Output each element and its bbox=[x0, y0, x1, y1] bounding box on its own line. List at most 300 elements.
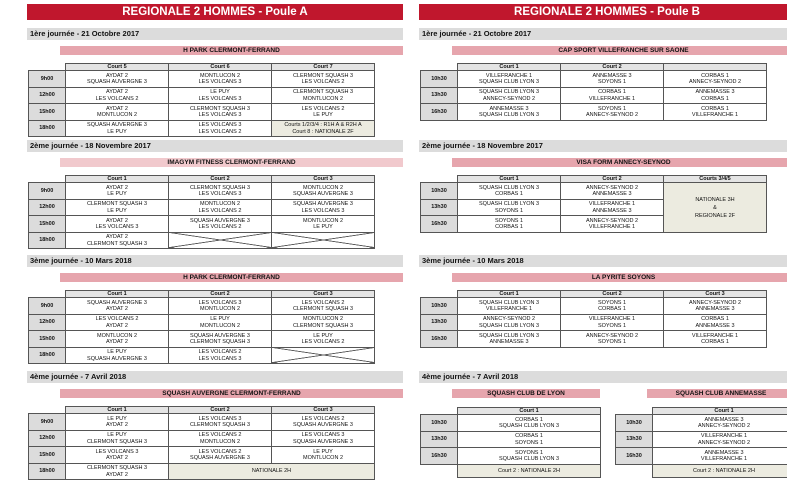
side-note bbox=[664, 183, 767, 233]
match-line: SQUASH CLUB LYON 3 bbox=[478, 299, 540, 306]
match-line: AYDAT 2 bbox=[105, 306, 128, 313]
schedule-table bbox=[28, 406, 375, 480]
corner-blank bbox=[29, 407, 66, 414]
match-cell bbox=[458, 183, 561, 200]
match-line: & bbox=[713, 204, 717, 211]
time-slot: 15h00 bbox=[29, 447, 66, 464]
match-line: LE PUY bbox=[107, 128, 127, 135]
match-line: AYDAT 2 bbox=[105, 217, 128, 224]
match-line: SOYONS 1 bbox=[597, 299, 627, 306]
corner-blank bbox=[421, 408, 458, 415]
match-cell bbox=[66, 199, 169, 216]
time-slot: 10h30 bbox=[421, 298, 458, 315]
match-line: LE PUY bbox=[210, 89, 230, 96]
match-line: ANNECY-SEYNOD 2 bbox=[688, 79, 742, 86]
match-line: LES VOLCANS 2 bbox=[301, 415, 345, 422]
match-line: VILLEFRANCHE 1 bbox=[588, 316, 636, 323]
match-line: LES VOLCANS 3 bbox=[198, 122, 242, 129]
match-day bbox=[419, 28, 787, 140]
match-line: LES VOLCANS 2 bbox=[301, 339, 345, 346]
match-cell bbox=[458, 314, 561, 331]
match-cell bbox=[66, 232, 169, 249]
table-row bbox=[29, 347, 375, 364]
match-cell bbox=[66, 183, 169, 200]
match-line: LES VOLCANS 2 bbox=[301, 79, 345, 86]
match-cell bbox=[66, 216, 169, 233]
match-line: CORBAS 1 bbox=[598, 306, 626, 313]
schedule-table bbox=[28, 175, 375, 249]
time-slot: 9h00 bbox=[29, 414, 66, 431]
match-line: CLERMONT SQUASH 3 bbox=[86, 201, 148, 208]
time-slot: 18h00 bbox=[29, 347, 66, 364]
match-line: LES VOLCANS 2 bbox=[198, 128, 242, 135]
match-line: LES VOLCANS 3 bbox=[95, 224, 139, 231]
venue-right-table bbox=[615, 407, 787, 478]
match-cell bbox=[272, 331, 375, 348]
match-line: ANNECY-SEYNOD 2 bbox=[585, 112, 639, 119]
match-line: SOYONS 1 bbox=[597, 105, 627, 112]
match-line: NATIONALE 3H bbox=[695, 196, 735, 203]
time-slot: 15h00 bbox=[29, 216, 66, 233]
table-row bbox=[29, 314, 375, 331]
table-row bbox=[421, 87, 767, 104]
schedule-table bbox=[28, 63, 375, 137]
match-line: ANNEMASSE 3 bbox=[704, 449, 744, 456]
match-cell bbox=[272, 104, 375, 121]
match-cell bbox=[169, 314, 272, 331]
time-slot: 12h00 bbox=[29, 87, 66, 104]
time-slot: 12h00 bbox=[29, 199, 66, 216]
corner-blank bbox=[421, 64, 458, 71]
match-cell bbox=[169, 199, 272, 216]
match-cell bbox=[272, 447, 375, 464]
pool-a-title: REGIONALE 2 HOMMES - Poule A bbox=[27, 4, 403, 20]
match-cell bbox=[458, 216, 561, 233]
match-line: NATIONALE 2H bbox=[251, 468, 292, 475]
match-line: SQUASH CLUB LYON 3 bbox=[478, 79, 540, 86]
match-cell bbox=[169, 414, 272, 431]
match-cell bbox=[272, 87, 375, 104]
day-header: 4ème journée - 7 Avril 2018 bbox=[27, 371, 403, 383]
venue-banner: CAP SPORT VILLEFRANCHE SUR SAONE bbox=[452, 46, 787, 55]
schedule-table bbox=[420, 175, 767, 233]
match-line: MONTLUCON 2 bbox=[199, 201, 241, 208]
match-line: LE PUY bbox=[107, 432, 127, 439]
court-header: Courts 3/4/5 bbox=[664, 176, 767, 183]
match-cell bbox=[664, 331, 767, 348]
time-slot: 10h30 bbox=[616, 415, 653, 432]
match-line: MONTLUCON 2 bbox=[302, 184, 344, 191]
venue-banner: SQUASH AUVERGNE CLERMONT-FERRAND bbox=[60, 389, 403, 398]
court-header: Court 7 bbox=[272, 64, 375, 71]
note-cell: Court 2 : NATIONALE 2H bbox=[653, 464, 787, 477]
match-day bbox=[27, 255, 403, 371]
corner-blank bbox=[29, 64, 66, 71]
match-line: ANNECY-SEYNOD 2 bbox=[482, 316, 536, 323]
match-cell bbox=[561, 216, 664, 233]
match-line: CLERMONT SQUASH 3 bbox=[189, 105, 251, 112]
match-line: AYDAT 2 bbox=[105, 455, 128, 462]
table-row bbox=[29, 430, 375, 447]
match-line: LE PUY bbox=[313, 332, 333, 339]
court-header: Court 2 bbox=[561, 64, 664, 71]
match-line: LES VOLCANS 3 bbox=[301, 432, 345, 439]
match-line: SOYONS 1 bbox=[514, 439, 544, 446]
match-cell bbox=[66, 298, 169, 315]
match-cell bbox=[458, 87, 561, 104]
match-line: VILLEFRANCHE 1 bbox=[485, 306, 533, 313]
venue-left-table bbox=[420, 407, 601, 478]
match-line: SQUASH AUVERGNE 3 bbox=[190, 332, 250, 339]
match-line: SQUASH CLUB LYON 3 bbox=[478, 201, 540, 208]
time-slot: 9h00 bbox=[29, 71, 66, 88]
match-line: AYDAT 2 bbox=[105, 72, 128, 79]
match-line: CORBAS 1 bbox=[495, 224, 523, 231]
match-line: SQUASH CLUB LYON 3 bbox=[478, 89, 540, 96]
match-cell bbox=[66, 314, 169, 331]
match-line: MONTLUCON 2 bbox=[199, 306, 241, 313]
venue-banner: LA PYRITE SOYONS bbox=[452, 273, 787, 282]
match-cell bbox=[458, 431, 601, 448]
match-line: LES VOLCANS 3 bbox=[198, 355, 242, 362]
time-slot: 13h30 bbox=[616, 431, 653, 448]
match-line: ANNECY-SEYNOD 2 bbox=[585, 217, 639, 224]
court-header: Court 2 bbox=[561, 176, 664, 183]
match-cell bbox=[653, 431, 787, 448]
match-line: AYDAT 2 bbox=[105, 422, 128, 429]
match-cell bbox=[458, 199, 561, 216]
match-line: LES VOLCANS 2 bbox=[198, 224, 242, 231]
match-line: SQUASH AUVERGNE 3 bbox=[87, 122, 147, 129]
match-line: LES VOLCANS 3 bbox=[198, 79, 242, 86]
match-line: AYDAT 2 bbox=[105, 471, 128, 478]
table-row bbox=[421, 298, 767, 315]
match-cell bbox=[66, 447, 169, 464]
table-row bbox=[29, 447, 375, 464]
table-row bbox=[29, 87, 375, 104]
court-header: Court 1 bbox=[66, 176, 169, 183]
match-line: MONTLUCON 2 bbox=[199, 438, 241, 445]
match-cell bbox=[458, 415, 601, 432]
court-header: Court 2 bbox=[169, 176, 272, 183]
time-slot: 12h00 bbox=[29, 430, 66, 447]
match-day bbox=[419, 255, 787, 371]
match-line: ANNECY-SEYNOD 2 bbox=[697, 423, 751, 430]
match-line: SQUASH CLUB LYON 3 bbox=[478, 184, 540, 191]
table-row bbox=[616, 448, 787, 465]
court-header: Court 1 bbox=[66, 407, 169, 414]
match-line: CORBAS 1 bbox=[515, 416, 543, 423]
match-day bbox=[419, 140, 787, 255]
match-line: MONTLUCON 2 bbox=[302, 316, 344, 323]
court-header: Court 1 bbox=[458, 176, 561, 183]
corner-blank bbox=[29, 291, 66, 298]
venue-banner: H PARK CLERMONT-FERRAND bbox=[60, 273, 403, 282]
match-day bbox=[27, 371, 403, 486]
match-line: ANNEMASSE 3 bbox=[592, 207, 632, 214]
match-line: ANNECY-SEYNOD 2 bbox=[688, 299, 742, 306]
match-line: LES VOLCANS 3 bbox=[95, 448, 139, 455]
match-line: VILLEFRANCHE 1 bbox=[700, 433, 748, 440]
time-slot: 9h00 bbox=[29, 183, 66, 200]
match-line: MONTLUCON 2 bbox=[302, 95, 344, 102]
match-cell bbox=[458, 298, 561, 315]
match-line: ANNECY-SEYNOD 2 bbox=[482, 95, 536, 102]
match-cell bbox=[561, 87, 664, 104]
court-header: Court 1 bbox=[653, 408, 787, 415]
match-day bbox=[27, 140, 403, 255]
table-row bbox=[29, 232, 375, 249]
match-line: LE PUY bbox=[107, 415, 127, 422]
match-cell bbox=[561, 298, 664, 315]
match-cell bbox=[169, 298, 272, 315]
match-line: SQUASH CLUB LYON 3 bbox=[478, 332, 540, 339]
time-slot: 18h00 bbox=[29, 232, 66, 249]
match-line: LES VOLCANS 2 bbox=[198, 448, 242, 455]
table-row bbox=[421, 183, 767, 200]
match-cell bbox=[272, 414, 375, 431]
table-row bbox=[29, 216, 375, 233]
schedule-table bbox=[420, 63, 767, 121]
schedule-table bbox=[420, 290, 767, 348]
match-cell bbox=[272, 199, 375, 216]
match-line: CORBAS 1 bbox=[701, 72, 729, 79]
match-cell bbox=[458, 104, 561, 121]
match-line: CLERMONT SQUASH 3 bbox=[86, 438, 148, 445]
match-line: ANNECY-SEYNOD 2 bbox=[585, 332, 639, 339]
time-slot: 10h30 bbox=[421, 183, 458, 200]
match-cell bbox=[66, 120, 169, 137]
corner-blank bbox=[421, 291, 458, 298]
match-line: SQUASH CLUB LYON 3 bbox=[498, 456, 560, 463]
venue-banner: VISA FORM ANNECY-SEYNOD bbox=[452, 158, 787, 167]
match-cell bbox=[272, 183, 375, 200]
note-cell bbox=[272, 120, 375, 137]
match-line: Court 8 : NATIONALE 2F bbox=[292, 128, 354, 135]
match-line: LE PUY bbox=[210, 316, 230, 323]
match-line: LES VOLCANS 3 bbox=[198, 95, 242, 102]
match-line: LES VOLCANS 2 bbox=[198, 207, 242, 214]
match-line: VILLEFRANCHE 1 bbox=[700, 456, 748, 463]
match-cell bbox=[169, 183, 272, 200]
time-slot: 10h30 bbox=[421, 415, 458, 432]
match-line: LE PUY bbox=[107, 349, 127, 356]
note-cell bbox=[169, 463, 375, 480]
match-line: VILLEFRANCHE 1 bbox=[588, 201, 636, 208]
time-slot: 16h30 bbox=[421, 104, 458, 121]
venue-banner: SQUASH CLUB ANNEMASSE bbox=[647, 389, 787, 398]
corner-blank bbox=[421, 464, 458, 477]
match-line: LE PUY bbox=[313, 112, 333, 119]
table-row bbox=[616, 431, 787, 448]
match-line: ANNEMASSE 3 bbox=[489, 339, 529, 346]
time-slot: 13h30 bbox=[421, 431, 458, 448]
match-cell bbox=[664, 71, 767, 88]
table-row bbox=[421, 415, 601, 432]
match-cell bbox=[458, 71, 561, 88]
match-line: CLERMONT SQUASH 3 bbox=[292, 89, 354, 96]
match-cell bbox=[169, 104, 272, 121]
match-line: LES VOLCANS 2 bbox=[301, 105, 345, 112]
match-cell bbox=[66, 71, 169, 88]
match-cell bbox=[561, 314, 664, 331]
court-header: Court 2 bbox=[561, 291, 664, 298]
match-cell bbox=[66, 104, 169, 121]
match-line: LES VOLCANS 2 bbox=[198, 432, 242, 439]
match-cell bbox=[169, 87, 272, 104]
match-line: CLERMONT SQUASH 3 bbox=[86, 240, 148, 247]
match-line: CLERMONT SQUASH 3 bbox=[189, 422, 251, 429]
match-line: ANNEMASSE 3 bbox=[592, 72, 632, 79]
court-header: Court 1 bbox=[66, 291, 169, 298]
day-header: 1ère journée - 21 Octobre 2017 bbox=[419, 28, 787, 40]
match-line: CORBAS 1 bbox=[598, 89, 626, 96]
match-cell bbox=[66, 430, 169, 447]
match-line: CORBAS 1 bbox=[515, 433, 543, 440]
match-line: LES VOLCANS 2 bbox=[198, 349, 242, 356]
match-cell bbox=[561, 183, 664, 200]
match-line: REGIONALE 2F bbox=[694, 212, 736, 219]
court-header bbox=[664, 64, 767, 71]
match-cell bbox=[561, 331, 664, 348]
match-line: SOYONS 1 bbox=[494, 217, 524, 224]
time-slot: 18h00 bbox=[29, 463, 66, 480]
match-line: SQUASH AUVERGNE 3 bbox=[87, 299, 147, 306]
time-slot: 18h00 bbox=[29, 120, 66, 137]
match-line: MONTLUCON 2 bbox=[199, 72, 241, 79]
table-row bbox=[421, 104, 767, 121]
court-header: Court 1 bbox=[458, 64, 561, 71]
match-cell bbox=[272, 298, 375, 315]
match-cell bbox=[664, 314, 767, 331]
table-row bbox=[29, 71, 375, 88]
match-line: VILLEFRANCHE 1 bbox=[588, 224, 636, 231]
empty-slot bbox=[272, 347, 375, 364]
match-cell bbox=[458, 331, 561, 348]
match-line: VILLEFRANCHE 1 bbox=[485, 72, 533, 79]
match-cell bbox=[66, 87, 169, 104]
match-day bbox=[27, 28, 403, 140]
match-line: LES VOLCANS 3 bbox=[198, 415, 242, 422]
day-header: 2ème journée - 18 Novembre 2017 bbox=[27, 140, 403, 152]
match-line: CORBAS 1 bbox=[495, 191, 523, 198]
match-line: LE PUY bbox=[313, 224, 333, 231]
court-header: Court 6 bbox=[169, 64, 272, 71]
match-cell bbox=[664, 298, 767, 315]
match-cell bbox=[169, 216, 272, 233]
match-cell bbox=[66, 347, 169, 364]
table-row bbox=[29, 104, 375, 121]
match-line: SOYONS 1 bbox=[597, 339, 627, 346]
match-line: LES VOLCANS 3 bbox=[301, 207, 345, 214]
match-cell bbox=[272, 314, 375, 331]
table-row bbox=[29, 183, 375, 200]
match-line: LES VOLCANS 2 bbox=[301, 299, 345, 306]
match-line: ANNEMASSE 3 bbox=[592, 191, 632, 198]
time-slot: 16h30 bbox=[421, 448, 458, 465]
time-slot: 16h30 bbox=[421, 216, 458, 233]
table-row bbox=[29, 298, 375, 315]
match-line: SQUASH AUVERGNE 3 bbox=[293, 191, 353, 198]
day-header: 3ème journée - 10 Mars 2018 bbox=[27, 255, 403, 267]
match-cell bbox=[169, 120, 272, 137]
match-cell bbox=[272, 430, 375, 447]
match-line: VILLEFRANCHE 1 bbox=[691, 332, 739, 339]
table-row bbox=[29, 331, 375, 348]
match-cell bbox=[653, 448, 787, 465]
match-line: AYDAT 2 bbox=[105, 89, 128, 96]
match-line: LES VOLCANS 3 bbox=[198, 299, 242, 306]
pool-b bbox=[419, 4, 787, 474]
table-row bbox=[29, 463, 375, 480]
time-slot: 13h30 bbox=[421, 199, 458, 216]
match-line: SQUASH AUVERGNE 3 bbox=[190, 455, 250, 462]
match-cell bbox=[561, 71, 664, 88]
match-line: CORBAS 1 bbox=[701, 316, 729, 323]
match-cell bbox=[561, 104, 664, 121]
match-line: SOYONS 1 bbox=[597, 79, 627, 86]
match-line: ANNECY-SEYNOD 2 bbox=[585, 184, 639, 191]
match-line: LE PUY bbox=[313, 448, 333, 455]
match-cell bbox=[664, 104, 767, 121]
match-line: LES VOLCANS 3 bbox=[198, 191, 242, 198]
time-slot: 16h30 bbox=[421, 331, 458, 348]
match-line: AYDAT 2 bbox=[105, 339, 128, 346]
schedule-table bbox=[28, 290, 375, 364]
match-cell bbox=[169, 331, 272, 348]
pool-a bbox=[27, 4, 403, 478]
table-row bbox=[29, 414, 375, 431]
court-header: Court 3 bbox=[664, 291, 767, 298]
match-line: MONTLUCON 2 bbox=[302, 217, 344, 224]
table-row bbox=[29, 199, 375, 216]
empty-slot bbox=[169, 232, 272, 249]
day-header: 2ème journée - 18 Novembre 2017 bbox=[419, 140, 787, 152]
court-header: Court 3 bbox=[272, 407, 375, 414]
corner-blank bbox=[29, 176, 66, 183]
match-line: ANNEMASSE 3 bbox=[704, 416, 744, 423]
court-header: Court 2 bbox=[169, 291, 272, 298]
match-line: ANNEMASSE 3 bbox=[489, 105, 529, 112]
time-slot: 15h00 bbox=[29, 331, 66, 348]
court-header: Court 3 bbox=[272, 176, 375, 183]
match-line: CLERMONT SQUASH 3 bbox=[292, 322, 354, 329]
empty-slot bbox=[272, 232, 375, 249]
court-header: Court 5 bbox=[66, 64, 169, 71]
match-cell bbox=[653, 415, 787, 432]
time-slot: 10h30 bbox=[421, 71, 458, 88]
match-line: CLERMONT SQUASH 3 bbox=[189, 339, 251, 346]
time-slot: 13h30 bbox=[421, 314, 458, 331]
match-line: AYDAT 2 bbox=[105, 234, 128, 241]
match-cell bbox=[169, 71, 272, 88]
match-line: MONTLUCON 2 bbox=[199, 322, 241, 329]
match-line: ANNECY-SEYNOD 2 bbox=[697, 439, 751, 446]
match-line: CLERMONT SQUASH 3 bbox=[292, 306, 354, 313]
match-cell bbox=[66, 414, 169, 431]
match-line: AYDAT 2 bbox=[105, 322, 128, 329]
court-header: Court 3 bbox=[272, 291, 375, 298]
match-line: SOYONS 1 bbox=[514, 449, 544, 456]
table-row bbox=[29, 120, 375, 137]
venue-banner: H PARK CLERMONT-FERRAND bbox=[60, 46, 403, 55]
match-line: CORBAS 1 bbox=[701, 339, 729, 346]
court-header: Court 2 bbox=[169, 407, 272, 414]
match-line: CLERMONT SQUASH 3 bbox=[86, 465, 148, 472]
match-line: ANNEMASSE 3 bbox=[695, 322, 735, 329]
match-line: SQUASH AUVERGNE 3 bbox=[87, 79, 147, 86]
table-row bbox=[421, 448, 601, 465]
